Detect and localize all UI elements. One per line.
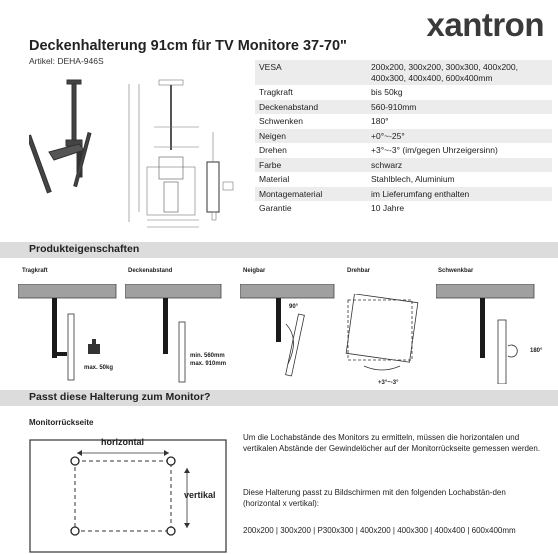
feature-caption-tragkraft: Tragkraft (22, 268, 48, 274)
spec-row-vesa (255, 60, 552, 85)
drehbar-icon (342, 294, 422, 374)
spec-key: Neigen (259, 130, 286, 141)
spec-row-schwenken (255, 114, 552, 129)
spec-row-material (255, 172, 552, 187)
product-image (29, 72, 251, 232)
spec-key: Material (259, 174, 290, 184)
spec-key: Drehen (259, 145, 287, 155)
brand-logo: xantron (426, 6, 544, 43)
deckenabstand-min: min. 560mm (190, 353, 225, 359)
spec-key: VESA (259, 62, 282, 72)
spec-key: Tragkraft (259, 87, 293, 97)
description-compatibility: Diese Halterung passt zu Bildschirmen mit den folgenden Lochabstän-den (horizontal x vertikal): (243, 488, 506, 508)
spec-value: Stahlblech, Aluminium (371, 174, 455, 184)
spec-value: 10 Jahre (371, 203, 405, 213)
drehbar-angle: +3°~-3° (378, 380, 399, 386)
feature-caption-drehbar: Drehbar (347, 268, 371, 274)
description-measurement: Um die Lochabstände des Monitors zu ermitteln, müssen die horizontalen und vertikalen Abstände der Gewindelöcher auf der Monitorrückseite gemessen werden. (243, 433, 541, 453)
article-number: Artikel: DEHA-946S (29, 56, 104, 66)
spec-key: Deckenabstand (259, 101, 319, 112)
spec-key: Schwenken (259, 116, 303, 126)
spec-row-farbe (255, 158, 552, 173)
section-header-passt-halterung (0, 390, 558, 406)
section-header-produkteigenschaften (0, 242, 558, 258)
feature-illustrations (0, 266, 558, 386)
spec-key: Montagematerial (259, 188, 323, 199)
spec-row-montagematerial (255, 187, 552, 202)
mount-photo (29, 80, 91, 193)
spec-value: 560-910mm (371, 101, 417, 112)
horizontal-label: horizontal (101, 437, 144, 447)
spec-row-drehen (255, 143, 552, 158)
spec-value: schwarz (371, 159, 403, 170)
tech-drawing (129, 80, 233, 227)
feature-caption-neigbar: Neigbar (243, 268, 266, 274)
section-title: Passt diese Halterung zum Monitor? (29, 391, 211, 403)
tragkraft-label: max. 50kg (84, 365, 114, 371)
spec-row-garantie (255, 201, 552, 216)
spec-value: +0°~-25° (371, 130, 405, 141)
schwenkbar-angle: 180° (530, 348, 543, 354)
spec-row-deckenabstand (255, 100, 552, 115)
spec-key: Garantie (259, 203, 292, 213)
spec-row-tragkraft (255, 85, 552, 100)
section-title: Produkteigenschaften (29, 243, 140, 255)
spec-value: im Lieferumfang enthalten (371, 188, 470, 199)
deckenabstand-icon (125, 284, 223, 384)
spec-value: 180° (371, 116, 389, 126)
deckenabstand-max: max. 910mm (190, 361, 227, 367)
spec-value: +3°~-3° (im/gegen Uhrzeigersinn) (371, 145, 498, 155)
spec-table (255, 60, 552, 216)
spec-value: 200x200, 300x200, 300x300, 400x200, 400x300, 400x400, 600x400mm (371, 62, 518, 83)
neigbar-icon (240, 284, 335, 384)
vertikal-label: vertikal (184, 490, 216, 500)
spec-row-neigen (255, 129, 552, 144)
monitor-subtitle: Monitorrückseite (29, 418, 94, 427)
feature-caption-schwenkbar: Schwenkbar (438, 268, 474, 274)
spec-value: bis 50kg (371, 87, 403, 97)
schwenkbar-icon (436, 284, 536, 384)
feature-caption-deckenabstand: Deckenabstand (128, 268, 173, 274)
neigbar-angle: 90° (289, 304, 299, 310)
vesa-sizes-list: 200x200 | 300x200 | P300x300 | 400x200 | 400x300 | 400x400 | 600x400mm (243, 526, 516, 535)
spec-key: Farbe (259, 159, 282, 170)
product-title: Deckenhalterung 91cm für TV Monitore 37-70" (29, 38, 347, 54)
